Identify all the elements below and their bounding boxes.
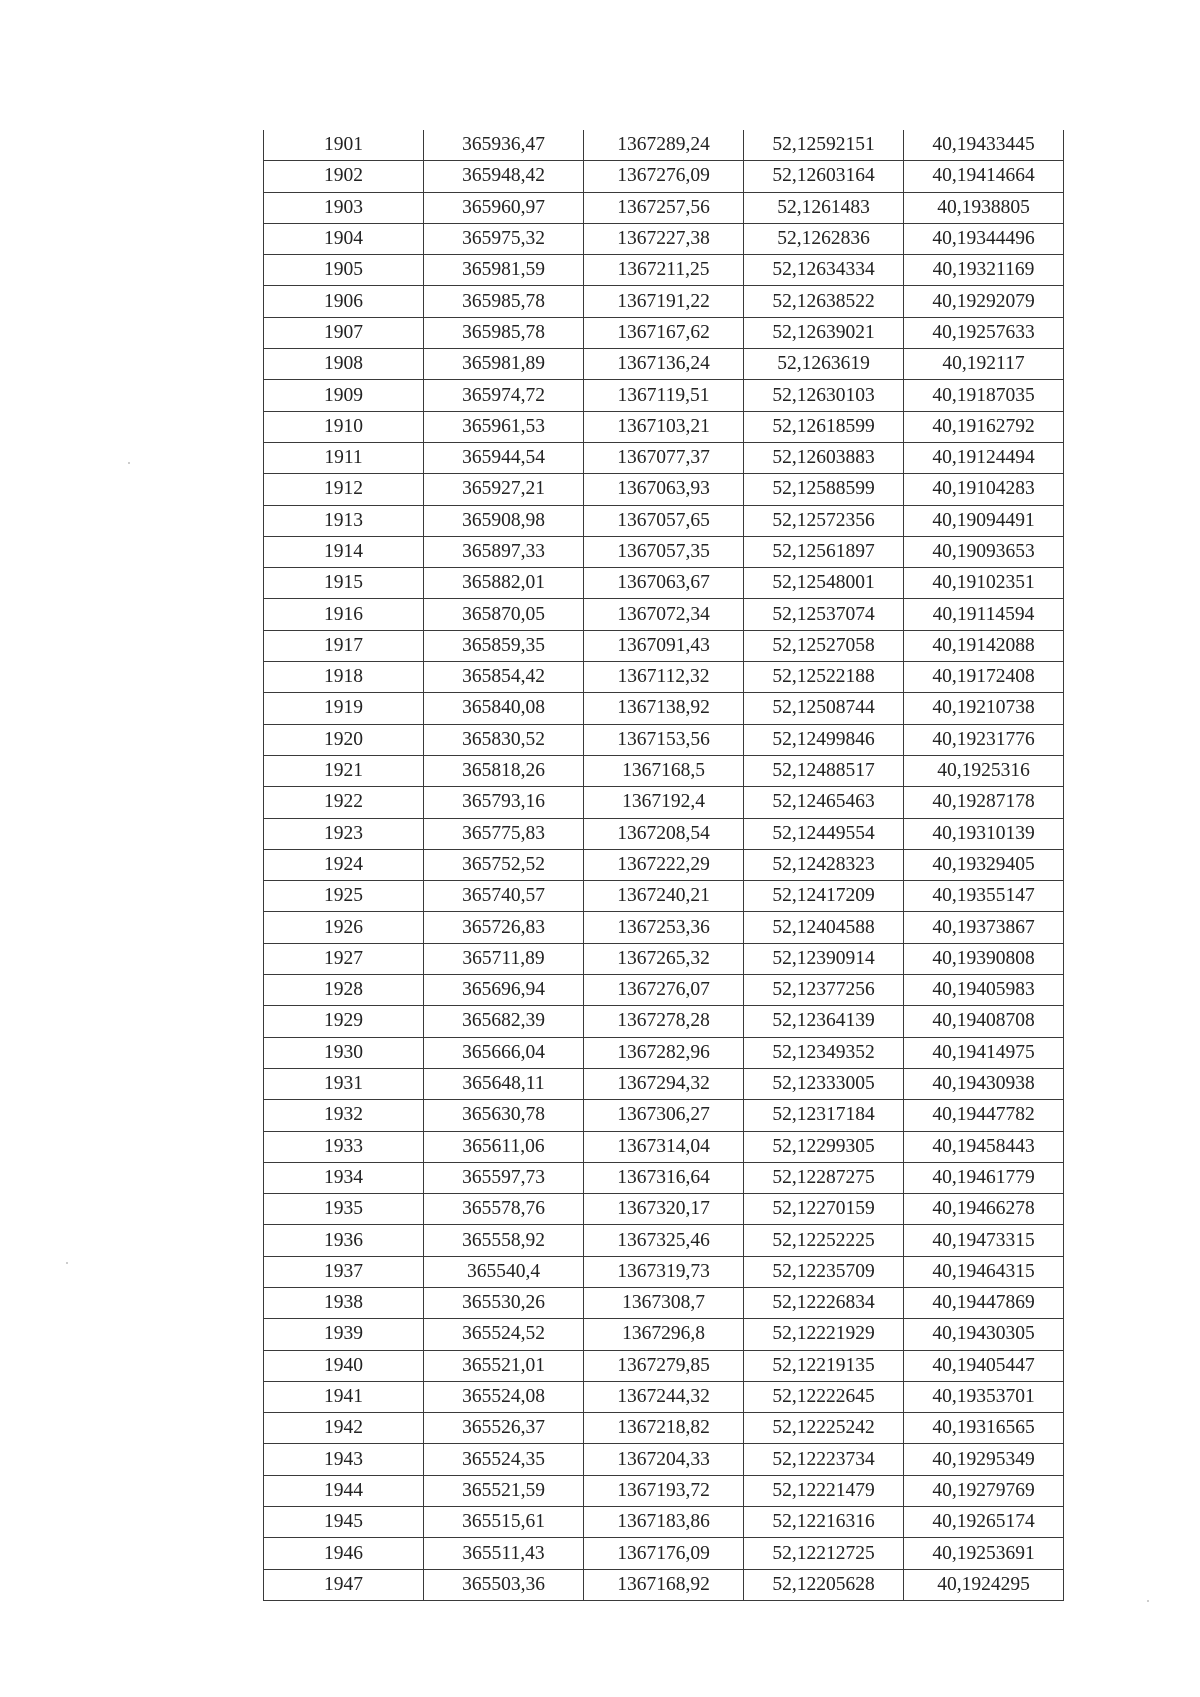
latitude-cell: 52,12364139 — [744, 1006, 904, 1037]
x-coordinate-cell: 365752,52 — [424, 849, 584, 880]
y-coordinate-cell: 1367222,29 — [584, 849, 744, 880]
table-row — [264, 787, 1064, 818]
y-coordinate-cell: 1367208,54 — [584, 818, 744, 849]
x-coordinate-cell: 365775,83 — [424, 818, 584, 849]
latitude-cell: 52,12222645 — [744, 1381, 904, 1412]
point-number-cell: 1908 — [264, 349, 424, 380]
point-number-cell: 1944 — [264, 1475, 424, 1506]
point-number-cell: 1934 — [264, 1162, 424, 1193]
x-coordinate-cell: 365511,43 — [424, 1538, 584, 1569]
table-row — [264, 568, 1064, 599]
y-coordinate-cell: 1367319,73 — [584, 1256, 744, 1287]
latitude-cell: 52,12349352 — [744, 1037, 904, 1068]
y-coordinate-cell: 1367063,67 — [584, 568, 744, 599]
latitude-cell: 52,12588599 — [744, 474, 904, 505]
y-coordinate-cell: 1367103,21 — [584, 411, 744, 442]
longitude-cell: 40,19231776 — [904, 724, 1064, 755]
longitude-cell: 40,19464315 — [904, 1256, 1064, 1287]
point-number-cell: 1940 — [264, 1350, 424, 1381]
point-number-cell: 1937 — [264, 1256, 424, 1287]
point-number-cell: 1904 — [264, 223, 424, 254]
longitude-cell: 40,19433445 — [904, 130, 1064, 161]
x-coordinate-cell: 365830,52 — [424, 724, 584, 755]
table-row — [264, 349, 1064, 380]
x-coordinate-cell: 365597,73 — [424, 1162, 584, 1193]
longitude-cell: 40,19466278 — [904, 1194, 1064, 1225]
latitude-cell: 52,12572356 — [744, 505, 904, 536]
point-number-cell: 1922 — [264, 787, 424, 818]
x-coordinate-cell: 365981,89 — [424, 349, 584, 380]
x-coordinate-cell: 365974,72 — [424, 380, 584, 411]
latitude-cell: 52,12212725 — [744, 1538, 904, 1569]
x-coordinate-cell: 365859,35 — [424, 630, 584, 661]
longitude-cell: 40,19461779 — [904, 1162, 1064, 1193]
x-coordinate-cell: 365944,54 — [424, 442, 584, 473]
y-coordinate-cell: 1367257,56 — [584, 192, 744, 223]
table-row — [264, 442, 1064, 473]
table-row — [264, 975, 1064, 1006]
longitude-cell: 40,19408708 — [904, 1006, 1064, 1037]
latitude-cell: 52,12377256 — [744, 975, 904, 1006]
point-number-cell: 1942 — [264, 1413, 424, 1444]
table-row — [264, 1350, 1064, 1381]
x-coordinate-cell: 365908,98 — [424, 505, 584, 536]
longitude-cell: 40,19187035 — [904, 380, 1064, 411]
latitude-cell: 52,12618599 — [744, 411, 904, 442]
table-row — [264, 849, 1064, 880]
x-coordinate-cell: 365630,78 — [424, 1100, 584, 1131]
longitude-cell: 40,19172408 — [904, 662, 1064, 693]
y-coordinate-cell: 1367176,09 — [584, 1538, 744, 1569]
y-coordinate-cell: 1367253,36 — [584, 912, 744, 943]
x-coordinate-cell: 365975,32 — [424, 223, 584, 254]
table-row — [264, 1319, 1064, 1350]
latitude-cell: 52,12221929 — [744, 1319, 904, 1350]
y-coordinate-cell: 1367227,38 — [584, 223, 744, 254]
latitude-cell: 52,12527058 — [744, 630, 904, 661]
point-number-cell: 1912 — [264, 474, 424, 505]
point-number-cell: 1910 — [264, 411, 424, 442]
latitude-cell: 52,12299305 — [744, 1131, 904, 1162]
x-coordinate-cell: 365854,42 — [424, 662, 584, 693]
longitude-cell: 40,19292079 — [904, 286, 1064, 317]
x-coordinate-cell: 365840,08 — [424, 693, 584, 724]
latitude-cell: 52,12287275 — [744, 1162, 904, 1193]
point-number-cell: 1915 — [264, 568, 424, 599]
x-coordinate-cell: 365870,05 — [424, 599, 584, 630]
table-row — [264, 380, 1064, 411]
y-coordinate-cell: 1367192,4 — [584, 787, 744, 818]
table-row — [264, 130, 1064, 161]
y-coordinate-cell: 1367167,62 — [584, 317, 744, 348]
scan-speck — [66, 1262, 68, 1264]
y-coordinate-cell: 1367276,07 — [584, 975, 744, 1006]
longitude-cell: 40,19473315 — [904, 1225, 1064, 1256]
table-row — [264, 1538, 1064, 1569]
point-number-cell: 1923 — [264, 818, 424, 849]
latitude-cell: 52,12630103 — [744, 380, 904, 411]
latitude-cell: 52,1262836 — [744, 223, 904, 254]
y-coordinate-cell: 1367308,7 — [584, 1287, 744, 1318]
y-coordinate-cell: 1367091,43 — [584, 630, 744, 661]
point-number-cell: 1926 — [264, 912, 424, 943]
longitude-cell: 40,19310139 — [904, 818, 1064, 849]
longitude-cell: 40,19316565 — [904, 1413, 1064, 1444]
x-coordinate-cell: 365985,78 — [424, 286, 584, 317]
y-coordinate-cell: 1367218,82 — [584, 1413, 744, 1444]
longitude-cell: 40,19321169 — [904, 255, 1064, 286]
x-coordinate-cell: 365961,53 — [424, 411, 584, 442]
y-coordinate-cell: 1367119,51 — [584, 380, 744, 411]
table-row — [264, 1194, 1064, 1225]
y-coordinate-cell: 1367265,32 — [584, 943, 744, 974]
latitude-cell: 52,12390914 — [744, 943, 904, 974]
point-number-cell: 1945 — [264, 1507, 424, 1538]
y-coordinate-cell: 1367320,17 — [584, 1194, 744, 1225]
latitude-cell: 52,12634334 — [744, 255, 904, 286]
x-coordinate-cell: 365936,47 — [424, 130, 584, 161]
longitude-cell: 40,1925316 — [904, 755, 1064, 786]
longitude-cell: 40,19253691 — [904, 1538, 1064, 1569]
table-row — [264, 1507, 1064, 1538]
x-coordinate-cell: 365927,21 — [424, 474, 584, 505]
longitude-cell: 40,192117 — [904, 349, 1064, 380]
longitude-cell: 40,19104283 — [904, 474, 1064, 505]
y-coordinate-cell: 1367077,37 — [584, 442, 744, 473]
latitude-cell: 52,12638522 — [744, 286, 904, 317]
table-row — [264, 223, 1064, 254]
longitude-cell: 40,19447782 — [904, 1100, 1064, 1131]
point-number-cell: 1911 — [264, 442, 424, 473]
table-row — [264, 1444, 1064, 1475]
table-row — [264, 693, 1064, 724]
latitude-cell: 52,12317184 — [744, 1100, 904, 1131]
x-coordinate-cell: 365882,01 — [424, 568, 584, 599]
longitude-cell: 40,19355147 — [904, 881, 1064, 912]
y-coordinate-cell: 1367306,27 — [584, 1100, 744, 1131]
x-coordinate-cell: 365540,4 — [424, 1256, 584, 1287]
longitude-cell: 40,19265174 — [904, 1507, 1064, 1538]
longitude-cell: 40,19094491 — [904, 505, 1064, 536]
latitude-cell: 52,12548001 — [744, 568, 904, 599]
point-number-cell: 1927 — [264, 943, 424, 974]
point-number-cell: 1931 — [264, 1068, 424, 1099]
y-coordinate-cell: 1367316,64 — [584, 1162, 744, 1193]
coordinates-table — [263, 130, 1064, 1601]
x-coordinate-cell: 365524,08 — [424, 1381, 584, 1412]
point-number-cell: 1947 — [264, 1569, 424, 1600]
latitude-cell: 52,12221479 — [744, 1475, 904, 1506]
longitude-cell: 40,19414664 — [904, 161, 1064, 192]
y-coordinate-cell: 1367191,22 — [584, 286, 744, 317]
latitude-cell: 52,12226834 — [744, 1287, 904, 1318]
latitude-cell: 52,12252225 — [744, 1225, 904, 1256]
table-row — [264, 474, 1064, 505]
table-row — [264, 1569, 1064, 1600]
latitude-cell: 52,12219135 — [744, 1350, 904, 1381]
longitude-cell: 40,19329405 — [904, 849, 1064, 880]
x-coordinate-cell: 365666,04 — [424, 1037, 584, 1068]
point-number-cell: 1903 — [264, 192, 424, 223]
longitude-cell: 40,19257633 — [904, 317, 1064, 348]
latitude-cell: 52,12270159 — [744, 1194, 904, 1225]
latitude-cell: 52,12417209 — [744, 881, 904, 912]
y-coordinate-cell: 1367138,92 — [584, 693, 744, 724]
longitude-cell: 40,19458443 — [904, 1131, 1064, 1162]
point-number-cell: 1909 — [264, 380, 424, 411]
y-coordinate-cell: 1367057,65 — [584, 505, 744, 536]
table-row — [264, 286, 1064, 317]
point-number-cell: 1907 — [264, 317, 424, 348]
x-coordinate-cell: 365960,97 — [424, 192, 584, 223]
table-row — [264, 1413, 1064, 1444]
point-number-cell: 1935 — [264, 1194, 424, 1225]
longitude-cell: 40,19344496 — [904, 223, 1064, 254]
scan-speck — [128, 462, 130, 464]
y-coordinate-cell: 1367294,32 — [584, 1068, 744, 1099]
table-row — [264, 505, 1064, 536]
table-row — [264, 192, 1064, 223]
latitude-cell: 52,1261483 — [744, 192, 904, 223]
table-row — [264, 1131, 1064, 1162]
latitude-cell: 52,12205628 — [744, 1569, 904, 1600]
x-coordinate-cell: 365515,61 — [424, 1507, 584, 1538]
longitude-cell: 40,19447869 — [904, 1287, 1064, 1318]
y-coordinate-cell: 1367168,92 — [584, 1569, 744, 1600]
x-coordinate-cell: 365682,39 — [424, 1006, 584, 1037]
table-row — [264, 1256, 1064, 1287]
longitude-cell: 40,1924295 — [904, 1569, 1064, 1600]
point-number-cell: 1919 — [264, 693, 424, 724]
point-number-cell: 1941 — [264, 1381, 424, 1412]
x-coordinate-cell: 365558,92 — [424, 1225, 584, 1256]
point-number-cell: 1924 — [264, 849, 424, 880]
y-coordinate-cell: 1367136,24 — [584, 349, 744, 380]
latitude-cell: 52,12216316 — [744, 1507, 904, 1538]
longitude-cell: 40,19162792 — [904, 411, 1064, 442]
y-coordinate-cell: 1367282,96 — [584, 1037, 744, 1068]
y-coordinate-cell: 1367168,5 — [584, 755, 744, 786]
point-number-cell: 1943 — [264, 1444, 424, 1475]
y-coordinate-cell: 1367193,72 — [584, 1475, 744, 1506]
point-number-cell: 1938 — [264, 1287, 424, 1318]
y-coordinate-cell: 1367211,25 — [584, 255, 744, 286]
latitude-cell: 52,12465463 — [744, 787, 904, 818]
latitude-cell: 52,12537074 — [744, 599, 904, 630]
table-row — [264, 818, 1064, 849]
longitude-cell: 40,19287178 — [904, 787, 1064, 818]
y-coordinate-cell: 1367276,09 — [584, 161, 744, 192]
latitude-cell: 52,12592151 — [744, 130, 904, 161]
table-row — [264, 1287, 1064, 1318]
x-coordinate-cell: 365521,59 — [424, 1475, 584, 1506]
x-coordinate-cell: 365793,16 — [424, 787, 584, 818]
y-coordinate-cell: 1367240,21 — [584, 881, 744, 912]
longitude-cell: 40,19124494 — [904, 442, 1064, 473]
x-coordinate-cell: 365648,11 — [424, 1068, 584, 1099]
table-row — [264, 536, 1064, 567]
longitude-cell: 40,19390808 — [904, 943, 1064, 974]
point-number-cell: 1906 — [264, 286, 424, 317]
longitude-cell: 40,19373867 — [904, 912, 1064, 943]
point-number-cell: 1939 — [264, 1319, 424, 1350]
table-row — [264, 1475, 1064, 1506]
x-coordinate-cell: 365726,83 — [424, 912, 584, 943]
y-coordinate-cell: 1367244,32 — [584, 1381, 744, 1412]
longitude-cell: 40,19279769 — [904, 1475, 1064, 1506]
point-number-cell: 1917 — [264, 630, 424, 661]
point-number-cell: 1946 — [264, 1538, 424, 1569]
point-number-cell: 1920 — [264, 724, 424, 755]
table-row — [264, 912, 1064, 943]
longitude-cell: 40,1938805 — [904, 192, 1064, 223]
x-coordinate-cell: 365981,59 — [424, 255, 584, 286]
table-row — [264, 662, 1064, 693]
x-coordinate-cell: 365897,33 — [424, 536, 584, 567]
table-row — [264, 1162, 1064, 1193]
x-coordinate-cell: 365578,76 — [424, 1194, 584, 1225]
latitude-cell: 52,12404588 — [744, 912, 904, 943]
y-coordinate-cell: 1367289,24 — [584, 130, 744, 161]
point-number-cell: 1925 — [264, 881, 424, 912]
x-coordinate-cell: 365948,42 — [424, 161, 584, 192]
point-number-cell: 1932 — [264, 1100, 424, 1131]
table-row — [264, 411, 1064, 442]
y-coordinate-cell: 1367325,46 — [584, 1225, 744, 1256]
longitude-cell: 40,19210738 — [904, 693, 1064, 724]
table-row — [264, 1068, 1064, 1099]
latitude-cell: 52,12449554 — [744, 818, 904, 849]
coordinates-table-body — [264, 130, 1064, 1600]
point-number-cell: 1905 — [264, 255, 424, 286]
longitude-cell: 40,19114594 — [904, 599, 1064, 630]
latitude-cell: 52,12603883 — [744, 442, 904, 473]
latitude-cell: 52,12508744 — [744, 693, 904, 724]
y-coordinate-cell: 1367153,56 — [584, 724, 744, 755]
latitude-cell: 52,12639021 — [744, 317, 904, 348]
latitude-cell: 52,12428323 — [744, 849, 904, 880]
point-number-cell: 1921 — [264, 755, 424, 786]
latitude-cell: 52,1263619 — [744, 349, 904, 380]
point-number-cell: 1936 — [264, 1225, 424, 1256]
x-coordinate-cell: 365521,01 — [424, 1350, 584, 1381]
point-number-cell: 1901 — [264, 130, 424, 161]
table-row — [264, 317, 1064, 348]
table-row — [264, 255, 1064, 286]
y-coordinate-cell: 1367204,33 — [584, 1444, 744, 1475]
x-coordinate-cell: 365740,57 — [424, 881, 584, 912]
x-coordinate-cell: 365696,94 — [424, 975, 584, 1006]
y-coordinate-cell: 1367057,35 — [584, 536, 744, 567]
y-coordinate-cell: 1367072,34 — [584, 599, 744, 630]
latitude-cell: 52,12499846 — [744, 724, 904, 755]
point-number-cell: 1902 — [264, 161, 424, 192]
table-row — [264, 161, 1064, 192]
point-number-cell: 1914 — [264, 536, 424, 567]
point-number-cell: 1913 — [264, 505, 424, 536]
point-number-cell: 1933 — [264, 1131, 424, 1162]
longitude-cell: 40,19405447 — [904, 1350, 1064, 1381]
table-row — [264, 1100, 1064, 1131]
point-number-cell: 1929 — [264, 1006, 424, 1037]
longitude-cell: 40,19142088 — [904, 630, 1064, 661]
table-row — [264, 724, 1064, 755]
x-coordinate-cell: 365524,35 — [424, 1444, 584, 1475]
x-coordinate-cell: 365524,52 — [424, 1319, 584, 1350]
latitude-cell: 52,12603164 — [744, 161, 904, 192]
longitude-cell: 40,19405983 — [904, 975, 1064, 1006]
table-row — [264, 881, 1064, 912]
x-coordinate-cell: 365530,26 — [424, 1287, 584, 1318]
point-number-cell: 1918 — [264, 662, 424, 693]
latitude-cell: 52,12561897 — [744, 536, 904, 567]
longitude-cell: 40,19295349 — [904, 1444, 1064, 1475]
x-coordinate-cell: 365526,37 — [424, 1413, 584, 1444]
latitude-cell: 52,12522188 — [744, 662, 904, 693]
longitude-cell: 40,19414975 — [904, 1037, 1064, 1068]
y-coordinate-cell: 1367183,86 — [584, 1507, 744, 1538]
table-row — [264, 630, 1064, 661]
y-coordinate-cell: 1367314,04 — [584, 1131, 744, 1162]
x-coordinate-cell: 365611,06 — [424, 1131, 584, 1162]
table-row — [264, 1006, 1064, 1037]
longitude-cell: 40,19093653 — [904, 536, 1064, 567]
scan-speck — [1147, 1600, 1149, 1602]
table-row — [264, 599, 1064, 630]
table-row — [264, 755, 1064, 786]
y-coordinate-cell: 1367112,32 — [584, 662, 744, 693]
point-number-cell: 1930 — [264, 1037, 424, 1068]
longitude-cell: 40,19430938 — [904, 1068, 1064, 1099]
point-number-cell: 1916 — [264, 599, 424, 630]
longitude-cell: 40,19102351 — [904, 568, 1064, 599]
x-coordinate-cell: 365985,78 — [424, 317, 584, 348]
longitude-cell: 40,19353701 — [904, 1381, 1064, 1412]
x-coordinate-cell: 365503,36 — [424, 1569, 584, 1600]
point-number-cell: 1928 — [264, 975, 424, 1006]
longitude-cell: 40,19430305 — [904, 1319, 1064, 1350]
table-row — [264, 1037, 1064, 1068]
latitude-cell: 52,12333005 — [744, 1068, 904, 1099]
latitude-cell: 52,12225242 — [744, 1413, 904, 1444]
y-coordinate-cell: 1367296,8 — [584, 1319, 744, 1350]
y-coordinate-cell: 1367063,93 — [584, 474, 744, 505]
latitude-cell: 52,12223734 — [744, 1444, 904, 1475]
x-coordinate-cell: 365711,89 — [424, 943, 584, 974]
latitude-cell: 52,12488517 — [744, 755, 904, 786]
latitude-cell: 52,12235709 — [744, 1256, 904, 1287]
table-row — [264, 943, 1064, 974]
table-row — [264, 1225, 1064, 1256]
y-coordinate-cell: 1367279,85 — [584, 1350, 744, 1381]
y-coordinate-cell: 1367278,28 — [584, 1006, 744, 1037]
x-coordinate-cell: 365818,26 — [424, 755, 584, 786]
table-row — [264, 1381, 1064, 1412]
